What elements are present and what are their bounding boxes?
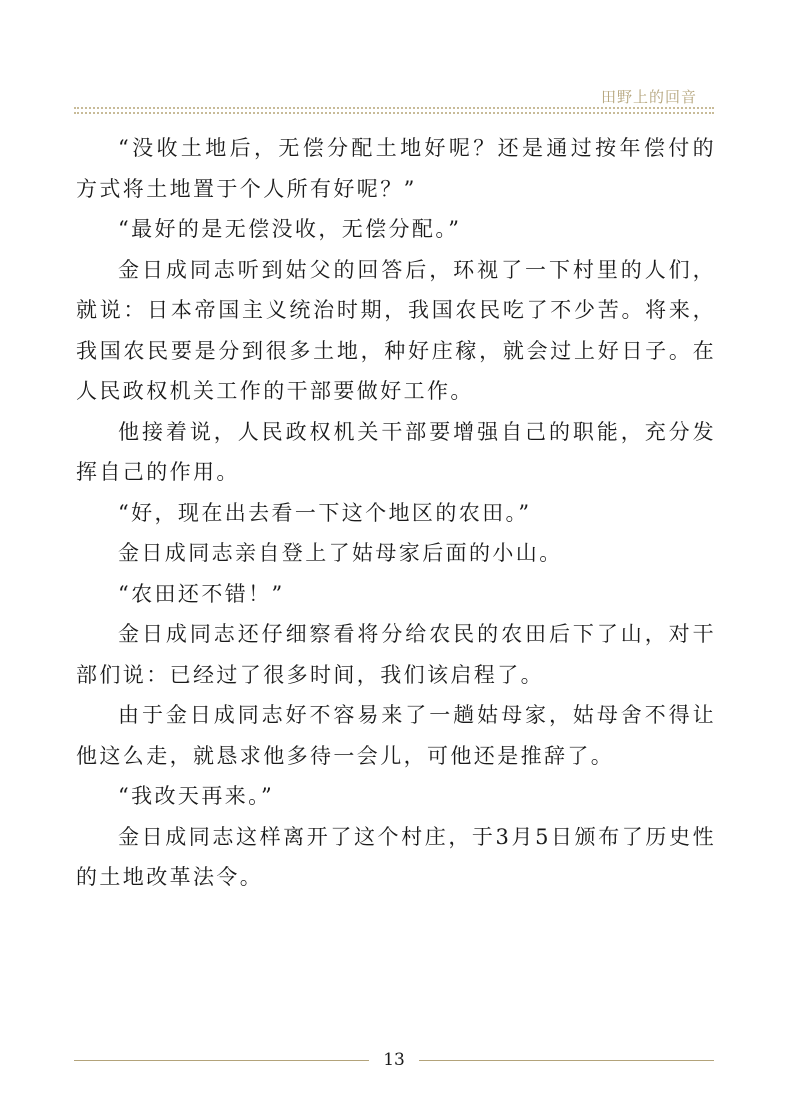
- header-dotted-rule-secondary: [74, 112, 714, 114]
- paragraph: “农田还不错！”: [118, 581, 285, 606]
- paragraph: “好，现在出去看一下这个地区的农田。”: [118, 500, 532, 525]
- paragraph: “没收土地后，无偿分配土地好呢？还是通过按年偿付的方式将土地置于个人所有好呢？”: [76, 136, 716, 201]
- page-body: [76, 128, 716, 898]
- paragraph: 金日成同志听到姑父的回答后，环视了一下村里的人们，就说：日本帝国主义统治时期，我国农民吃了不少苦。将来，我国农民要是分到很多土地，种好庄稼，就会过上好日子。在人民政权机关工作的干部要做好工作。: [76, 257, 716, 403]
- paragraph: 由于金日成同志好不容易来了一趟姑母家，姑母舍不得让他这么走，就恳求他多待一会儿，可他还是推辞了。: [76, 703, 716, 768]
- page-number: 13: [383, 1050, 405, 1070]
- paragraph: 金日成同志还仔细察看将分给农民的农田后下了山，对干部们说：已经过了很多时间，我们该启程了。: [76, 622, 716, 687]
- paragraph: 他接着说，人民政权机关干部要增强自己的职能，充分发挥自己的作用。: [76, 419, 716, 484]
- paragraph: 金日成同志亲自登上了姑母家后面的小山。: [118, 541, 563, 565]
- page-footer: [74, 1047, 714, 1073]
- footer-rule-right: [419, 1060, 714, 1061]
- paragraph: 金日成同志这样离开了这个村庄，于3月5日颁布了历史性的土地改革法令。: [76, 824, 716, 889]
- paragraph: “最好的是无偿没收，无偿分配。”: [118, 217, 462, 241]
- footer-rule-left: [74, 1060, 369, 1061]
- paragraph: “我改天再来。”: [118, 784, 275, 808]
- running-header-title: 田野上的回音: [600, 88, 697, 106]
- header-dotted-rule: [74, 107, 714, 109]
